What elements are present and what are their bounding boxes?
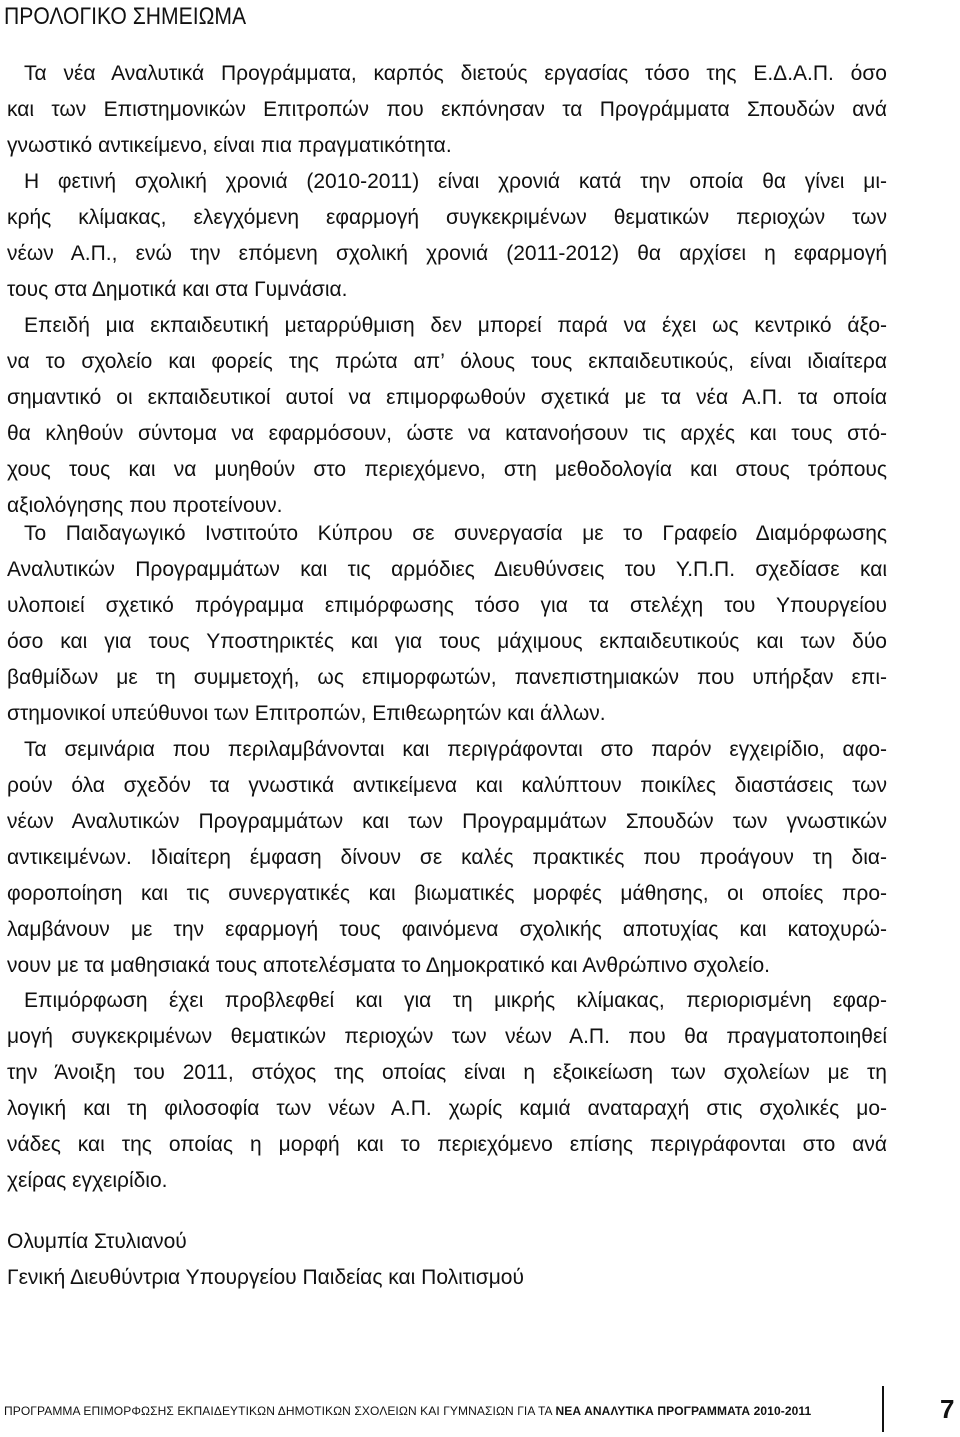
footer-divider bbox=[882, 1386, 884, 1432]
paragraph-5-line-4: αντικειμένων. Ιδιαίτερη έμφαση δίνουν σε καλές πρακτικές που προάγουν τη δια- bbox=[7, 846, 887, 869]
paragraph-4-line-1: Το Παιδαγωγικό Ινστιτούτο Κύπρου σε συνεργασία με το Γραφείο Διαμόρφωσης bbox=[24, 522, 887, 545]
paragraph-4-line-6: στημονικοί υπεύθυνοι των Επιτροπών, Επιθεωρητών και άλλων. bbox=[7, 702, 606, 725]
paragraph-6-line-5: νάδες και της οποίας η μορφή και το περιεχόμενο επίσης περιγράφονται στο ανά bbox=[7, 1133, 887, 1156]
paragraph-5-line-1: Τα σεμινάρια που περιλαμβάνονται και περιγράφονται στο παρόν εγχειρίδιο, αφο- bbox=[24, 738, 887, 761]
signature-name: Ολυμπία Στυλιανού bbox=[7, 1230, 187, 1253]
paragraph-4-line-3: υλοποιεί σχετικό πρόγραμμα επιμόρφωσης τόσο για τα στελέχη του Υπουργείου bbox=[7, 594, 887, 617]
paragraph-5-line-6: λαμβάνουν με την εφαρμογή τους φαινόμενα σχολικής αποτυχίας και κατοχυρώ- bbox=[7, 918, 887, 941]
footer bbox=[4, 1403, 811, 1419]
signature-role: Γενική Διευθύντρια Υπουργείου Παιδείας και Πολιτισμού bbox=[7, 1266, 524, 1289]
page-number: 7 bbox=[940, 1394, 955, 1424]
paragraph-6-line-2: μογή συγκεκριμένων θεματικών περιοχών των νέων Α.Π. που θα πραγματοποιηθεί bbox=[7, 1025, 887, 1048]
paragraph-2-line-3: νέων Α.Π., ενώ την επόμενη σχολική χρονιά (2011-2012) θα αρχίσει η εφαρμογή bbox=[7, 242, 887, 265]
paragraph-2-line-4: τους στα Δημοτικά και στα Γυμνάσια. bbox=[7, 278, 348, 301]
page-title: ΠΡΟΛΟΓΙΚΟ ΣΗΜΕΙΩΜΑ bbox=[4, 3, 247, 30]
paragraph-1-line-1: Τα νέα Αναλυτικά Προγράμματα, καρπός διετούς εργασίας τόσο της Ε.Δ.Α.Π. όσο bbox=[24, 62, 887, 85]
paragraph-3-line-3: σημαντικό οι εκπαιδευτικοί αυτοί να επιμορφωθούν σχετικά με τα νέα Α.Π. τα οποία bbox=[7, 386, 887, 409]
footer-text-bold: ΝΕΑ ΑΝΑΛΥΤΙΚΑ ΠΡΟΓΡΑΜΜΑΤΑ 2010-2011 bbox=[555, 1404, 812, 1418]
paragraph-1-line-2: και των Επιστημονικών Επιτροπών που εκπόνησαν τα Προγράμματα Σπουδών ανά bbox=[7, 98, 887, 121]
paragraph-6-line-4: λογική και τη φιλοσοφία των νέων Α.Π. χωρίς καμιά αναταραχή στις σχολικές μο- bbox=[7, 1097, 887, 1120]
paragraph-5-line-3: νέων Αναλυτικών Προγραμμάτων και των Προγραμμάτων Σπουδών των γνωστικών bbox=[7, 810, 887, 833]
paragraph-6-line-1: Επιμόρφωση έχει προβλεφθεί και για τη μικρής κλίμακας, περιορισμένη εφαρ- bbox=[24, 989, 887, 1012]
paragraph-6-line-3: την Άνοιξη του 2011, στόχος της οποίας είναι η εξοικείωση των σχολείων με τη bbox=[7, 1061, 887, 1084]
paragraph-4-line-2: Αναλυτικών Προγραμμάτων και τις αρμόδιες Διευθύνσεις του Υ.Π.Π. σχεδίασε και bbox=[7, 558, 887, 581]
paragraph-2-line-1: Η φετινή σχολική χρονιά (2010-2011) είναι χρονιά κατά την οποία θα γίνει μι- bbox=[24, 170, 887, 193]
paragraph-3-line-5: χους τους και να μυηθούν στο περιεχόμενο, στη μεθοδολογία και στους τρόπους bbox=[7, 458, 887, 481]
paragraph-3-line-2: να το σχολείο και φορείς της πρώτα απ’ όλους τους εκπαιδευτικούς, είναι ιδιαίτερα bbox=[7, 350, 887, 373]
paragraph-1-line-3: γνωστικό αντικείμενο, είναι πια πραγματικότητα. bbox=[7, 134, 452, 157]
paragraph-6-line-6: χείρας εγχειρίδιο. bbox=[7, 1169, 168, 1192]
paragraph-3-line-6: αξιολόγησης που προτείνουν. bbox=[7, 494, 283, 517]
footer-text: ΠΡΟΓΡΑΜΜΑ ΕΠΙΜΟΡΦΩΣΗΣ ΕΚΠΑΙΔΕΥΤΙΚΩΝ ΔΗΜΟΤΙΚΩΝ ΣΧΟΛΕΙΩΝ ΚΑΙ ΓΥΜΝΑΣΙΩΝ ΓΙΑ ΤΑ bbox=[4, 1404, 553, 1418]
paragraph-5-line-5: φοροποίηση και τις συνεργατικές και βιωματικές μορφές μάθησης, οι οποίες προ- bbox=[7, 882, 887, 905]
paragraph-5-line-2: ρούν όλα σχεδόν τα γνωστικά αντικείμενα και καλύπτουν ποικίλες διαστάσεις των bbox=[7, 774, 887, 797]
paragraph-3-line-1: Επειδή μια εκπαιδευτική μεταρρύθμιση δεν μπορεί παρά να έχει ως κεντρικό άξο- bbox=[24, 314, 887, 337]
paragraph-2-line-2: κρής κλίμακας, ελεγχόμενη εφαρμογή συγκεκριμένων θεματικών περιοχών των bbox=[7, 206, 887, 229]
paragraph-4-line-5: βαθμίδων με τη συμμετοχή, ως επιμορφωτών, πανεπιστημιακών που υπήρξαν επι- bbox=[7, 666, 887, 689]
paragraph-4-line-4: όσο και για τους Υποστηρικτές και για τους μάχιμους εκπαιδευτικούς και των δύο bbox=[7, 630, 887, 653]
paragraph-3-line-4: θα κληθούν σύντομα να εφαρμόσουν, ώστε να κατανοήσουν τις αρχές και τους στό- bbox=[7, 422, 887, 445]
paragraph-5-line-7: νουν με τα μαθησιακά τους αποτελέσματα το Δημοκρατικό και Ανθρώπινο σχολείο. bbox=[7, 954, 771, 977]
